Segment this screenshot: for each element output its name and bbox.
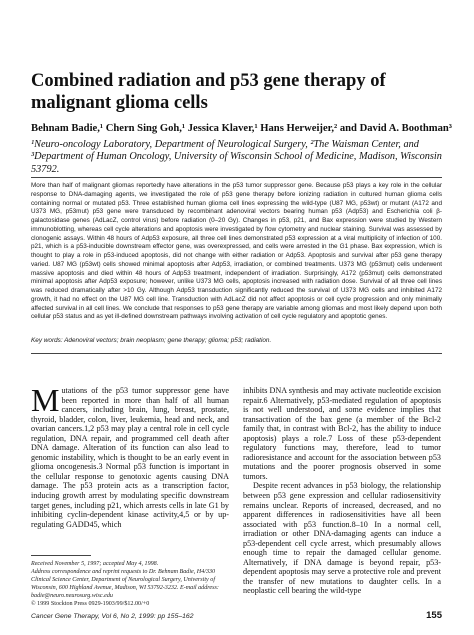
footnote-received: Received November 5, 1997; accepted May 4, 1998. [31, 561, 159, 567]
body-paragraph-1: inhibits DNA synthesis and may activate nucleotide excision repair.6 Alternatively, p53-mediated regulation of apoptosis is not well understood, and some evidence implies that transactivation of the bax gene (a member of the Bcl-2 family that, in contrast with Bcl-2, has the ability to induce apoptosis) plays a role.7 Loss of these p53-dependent regulatory functions may, therefore, lead to tumor radioresistance and account for the association between p53 mutations and the poorer prognosis observed in some tumors. [243, 386, 441, 481]
footnote-block [31, 560, 231, 609]
abstract-bottom-rule [31, 353, 442, 354]
author-list: Behnam Badie,¹ Chern Sing Goh,¹ Jessica Klaver,¹ Hans Herweijer,² and David A. Boothman³ [31, 123, 452, 134]
page-number: 155 [426, 610, 442, 621]
abstract-text: More than half of malignant gliomas reportedly have alterations in the p53 tumor suppressor gene. Because p53 plays a key role in the cellular response to DNA-damaging agents, we investigated the role of p53 gene therapy before ionizing radiation in cultured human glioma cells containing normal or mutated p53. Three established human glioma cell lines expressing the wild-type (U87 MG, p53wt) or mutant (A172 and U373 MG, p53mut) p53 gene were transduced by recombinant adenoviral vectors bearing human p53 (Adp53) and Escherichia coli β-galactosidase genes (AdLacZ, control virus) before radiation (0–20 Gy). Changes in p53, p21, and Bax expression were studied by Western immunoblotting, whereas cell cycle alterations and apoptosis were investigated by flow cytometry and nuclear staining. Survival was assessed by clonogenic assays. Within 48 hours of Adp53 exposure, all three cell lines demonstrated p53 expression at a viral multiplicity of infection of 100. p21, which is a p53-inducible downstream effector gene, was overexpressed, and cells were arrested in the G1 phase. Bax expression, which is thought to play a role in p53-induced apoptosis, did not change with either radiation or Adp53. Apoptosis and survival after p53 gene therapy varied. U87 MG (p53wt) cells showed minimal apoptosis after Adp53, irradiation, or combined treatments. U373 MG (p53mut) cells underwent massive apoptosis and died within 48 hours of Adp53 treatment, independent of irradiation. Surprisingly, A172 (p53mut) cells demonstrated minimal apoptosis after Adp53 exposure; however, unlike U373 MG cells, apoptosis increased with radiation dose. Survival of all three cell lines was reduced dramatically after >10 Gy. Although Adp53 transduction significantly reduced the survival of U373 MG cells and inhibited A172 growth, it had no effect on the U87 MG cell line. Transduction with AdLacZ did not affect apoptosis or cell cycle progression and only minimally affected survival in all cell lines. We conclude that responses to p53 gene therapy are variable among gliomas and most likely depend upon both cellular p53 status and as yet ill-defined downstream pathways involving activation of cell cycle regulatory and apoptotic genes. [31, 182, 442, 321]
abstract-top-rule [31, 177, 442, 178]
body-column-right [243, 386, 441, 596]
intro-text: utations of the p53 tumor suppressor gene have been reported in more than half of all human cancers, including brain, lung, breast, prostate, thyroid, bladder, colon, liver, leukemia, head and neck, and ovarian cancers.1,2 p53 may play a central role in cell cycle regulation, DNA repair, and programmed cell death after DNA damage. Alteration of its function can also lead to genomic instability, which is thought to be an early event in glioma oncogenesis.3 Normal p53 function is important in the cellular response to genotoxic agents causing DNA damage. The p53 protein acts as a transcription factor, inducing growth arrest by modulating specific downstream target genes, including p21, which arrests cells in late G1 by inhibiting cyclin-dependent kinase activity,4,5 or by up-regulating GADD45, which [31, 386, 229, 529]
drop-cap: M [31, 382, 60, 418]
intro-paragraph [31, 382, 229, 529]
journal-citation: Cancer Gene Therapy, Vol 6, No 2, 1999: pp 155–162 [31, 613, 194, 620]
author-affiliations: ¹Neuro-oncology Laboratory, Department of Neurological Surgery, ²The Waisman Center, and ³Department of Human Oncology, University of Wisconsin School of Medicine, Madison, Wisconsin 53792. [31, 139, 442, 175]
footnote-rule [31, 555, 91, 556]
body-column-left [31, 382, 229, 529]
keywords: Key words: Adenoviral vectors; brain neoplasm; gene therapy; glioma; p53; radiation. [31, 337, 272, 344]
article-title: Combined radiation and p53 gene therapy of malignant glioma cells [31, 71, 386, 113]
footnote-copyright: © 1999 Stockton Press 0929-1903/99/$12.00/+0 [31, 601, 150, 608]
body-paragraph-2: Despite recent advances in p53 biology, the relationship between p53 gene expression and cellular radiosensitivity remains unclear. Reports of increased, decreased, and no apparent differences in radiosensitivities have all been associated with p53 function.8–10 In a normal cell, irradiation or other DNA-damaging agents can induce a p53-dependent cell cycle arrest, which presumably allows enough time to repair the damaged cellular genome. Alternatively, if DNA damage is beyond repair, p53-dependent apoptosis may serve a protective role and prevent the transfer of new mutations to daughter cells. In a neoplastic cell bearing the wild-type [243, 481, 441, 596]
footnote-address: Address correspondence and reprint requests to Dr. Behnam Badie, H4/330 Clinical Science Center, Department of Neurological Surgery, University of Wisconsin, 600 Highland Avenue, Madison, WI 53792-3232. E-mail address: badie@neuro.neurosurg.wisc.edu [31, 569, 219, 600]
